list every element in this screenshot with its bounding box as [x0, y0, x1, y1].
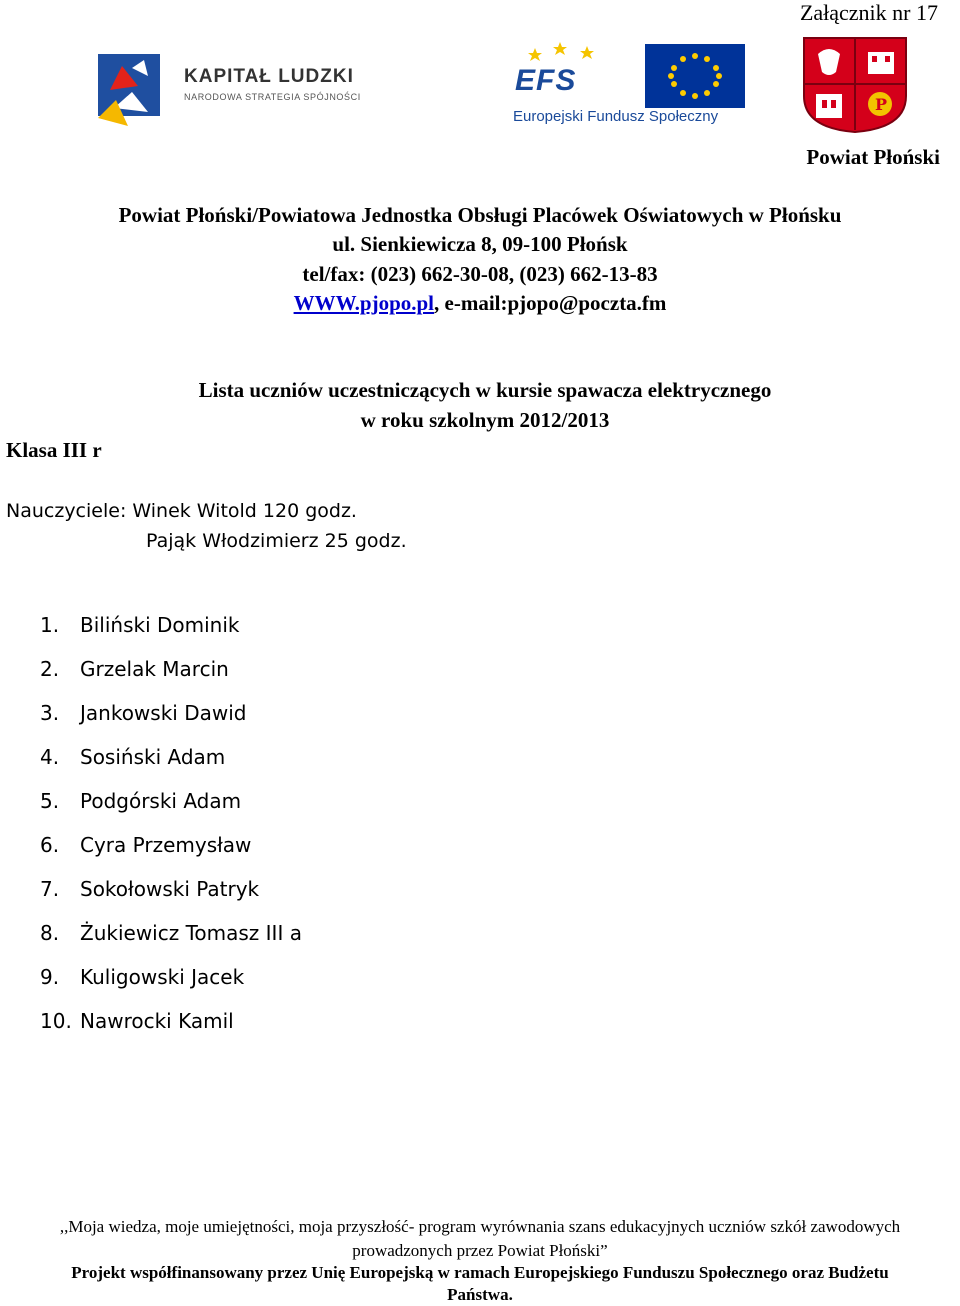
- footer-motto-line-2: prowadzonych przez Powiat Płoński”: [352, 1241, 608, 1260]
- county-name: Powiat Płoński: [806, 145, 940, 169]
- list-item: [40, 698, 302, 742]
- student-name: Nawrocki Kamil: [80, 1009, 234, 1033]
- list-number: 8.: [40, 921, 60, 945]
- teachers-block: [6, 496, 407, 556]
- class-label: Klasa III r: [6, 438, 102, 462]
- list-number: 5.: [40, 789, 60, 813]
- svg-text:P: P: [875, 95, 888, 114]
- student-name: Podgórski Adam: [80, 789, 242, 813]
- footer-funding: [0, 1262, 960, 1306]
- kapital-ludzki-logo: [92, 48, 422, 128]
- footer-funding-line-2: Państwa.: [447, 1285, 513, 1304]
- footer-funding-line-1: Projekt współfinansowany przez Unię Europejską w ramach Europejskiego Funduszu Społecznego oraz Budżetu: [71, 1263, 889, 1282]
- list-number: 2.: [40, 657, 60, 681]
- student-name: Kuligowski Jacek: [80, 965, 245, 989]
- website-link[interactable]: WWW.pjopo.pl: [293, 291, 435, 315]
- institution-email: , e-mail:pjopo@poczta.fm: [434, 291, 667, 315]
- institution-address: ul. Sienkiewicza 8, 09-100 Płońsk: [332, 232, 628, 256]
- kapital-ludzki-subtitle: NARODOWA STRATEGIA SPÓJNOŚCI: [184, 92, 361, 102]
- teachers-line-2: Pająk Włodzimierz 25 godz.: [146, 530, 407, 552]
- list-item: [40, 654, 302, 698]
- kapital-ludzki-title: KAPITAŁ LUDZKI: [184, 66, 354, 87]
- coat-of-arms-icon: [802, 36, 908, 134]
- footer-motto: [0, 1215, 960, 1263]
- list-item: [40, 830, 302, 874]
- student-name: Biliński Dominik: [80, 613, 240, 637]
- list-item: [40, 874, 302, 918]
- student-name: Grzelak Marcin: [80, 657, 229, 681]
- list-number: 10.: [40, 1009, 72, 1033]
- coat-of-arms: [802, 36, 908, 134]
- institution-contact: [0, 291, 960, 316]
- document-subtitle: w roku szkolnym 2012/2013: [360, 408, 610, 432]
- eu-flag-icon: [645, 44, 745, 108]
- student-name: Żukiewicz Tomasz III a: [80, 921, 302, 945]
- student-name: Sokołowski Patryk: [80, 877, 260, 901]
- list-number: 4.: [40, 745, 60, 769]
- list-item: [40, 786, 302, 830]
- student-name: Sosiński Adam: [80, 745, 226, 769]
- list-item: [40, 962, 302, 1006]
- efs-subtitle: Europejski Fundusz Społeczny: [513, 108, 719, 125]
- efs-logo: [505, 36, 765, 136]
- kapital-ludzki-icon: [92, 48, 172, 128]
- teachers-line-1: Nauczyciele: Winek Witold 120 godz.: [6, 500, 357, 522]
- list-number: 9.: [40, 965, 60, 989]
- list-item: [40, 610, 302, 654]
- student-name: Jankowski Dawid: [80, 701, 247, 725]
- list-item: [40, 918, 302, 962]
- footer-motto-line-1: ,,Moja wiedza, moje umiejętności, moja przyszłość- program wyrównania szans edukacyjnych uczniów szkół zawodowych: [59, 1217, 901, 1236]
- institution-name: Powiat Płoński/Powiatowa Jednostka Obsługi Placówek Oświatowych w Płońsku: [118, 203, 842, 227]
- list-number: 7.: [40, 877, 60, 901]
- efs-title: EFS: [515, 64, 577, 97]
- document-title: Lista uczniów uczestniczących w kursie spawacza elektrycznego: [198, 378, 772, 402]
- student-name: Cyra Przemysław: [80, 833, 252, 857]
- attachment-number: Załącznik nr 17: [799, 0, 938, 25]
- list-number: 6.: [40, 833, 60, 857]
- institution-phone: tel/fax: (023) 662-30-08, (023) 662-13-83: [302, 262, 658, 286]
- list-item: [40, 1006, 302, 1050]
- student-list: [40, 610, 302, 1050]
- list-number: 1.: [40, 613, 60, 637]
- list-number: 3.: [40, 701, 60, 725]
- list-item: [40, 742, 302, 786]
